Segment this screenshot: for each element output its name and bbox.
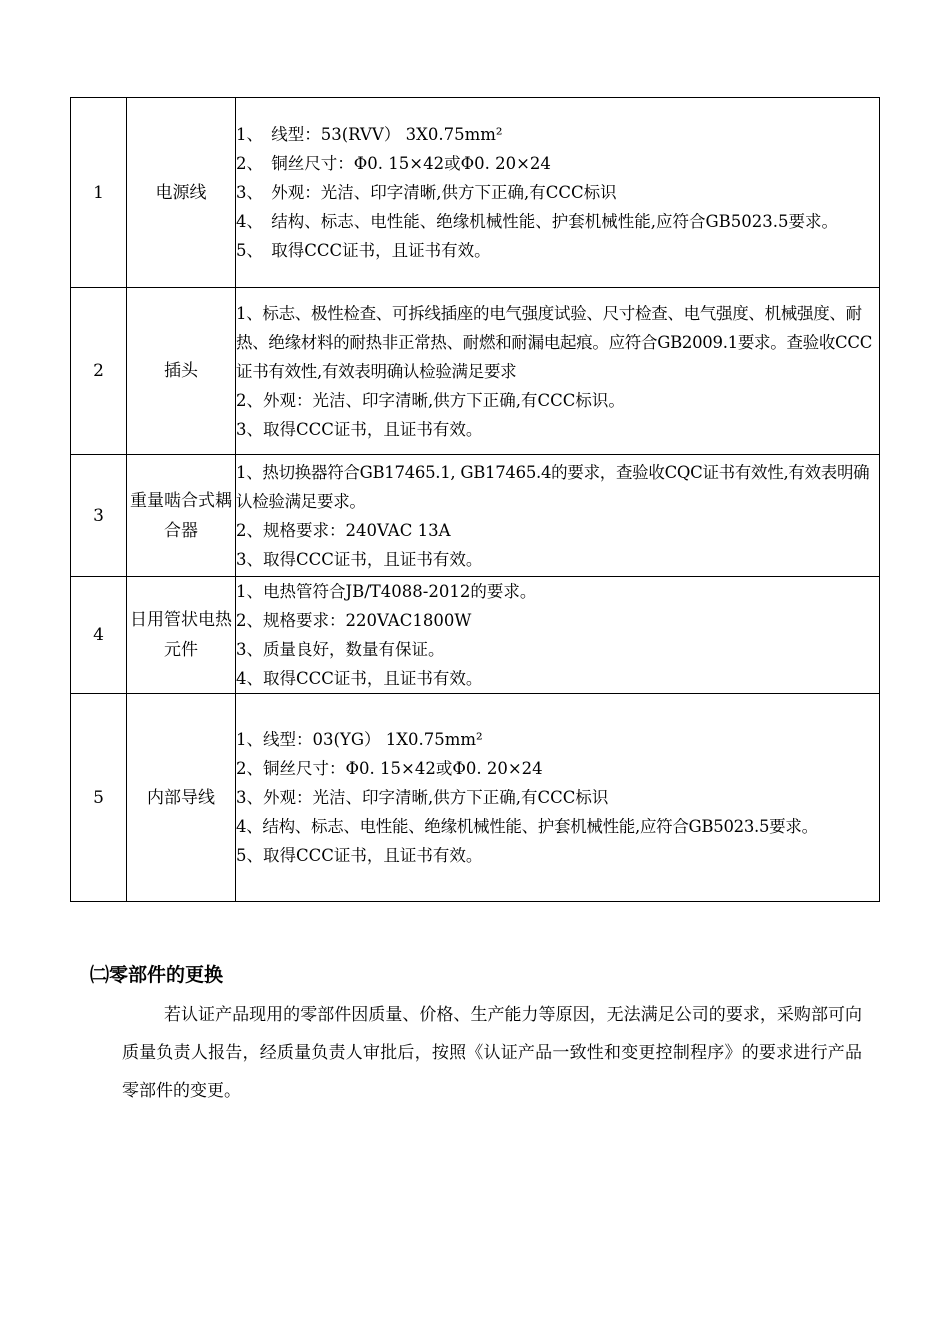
requirement-line: 1、标志、极性检查、可拆线插座的电气强度试验、尺寸检查、电气强度、机械强度、耐热、绝缘材料的耐热非正常热、耐燃和耐漏电起痕。应符合GB2009.1要求。查验收CCC证书有效性,有效表明确认检验满足要求 <box>236 303 873 381</box>
requirement-line: 1、 线型：53(RVV） 3X0.75mm² <box>236 125 503 144</box>
requirement-line: 3、外观：光洁、印字清晰,供方下正确,有CCC标识 <box>236 788 609 807</box>
part-name: 电源线 <box>127 98 236 288</box>
requirements-cell <box>236 98 880 288</box>
row-number: 5 <box>71 694 127 902</box>
part-name: 日用管状电热元件 <box>127 577 236 694</box>
parts-requirements-table <box>70 97 880 902</box>
requirement-line: 2、规格要求：220VAC1800W <box>236 611 472 630</box>
table-row <box>71 98 880 288</box>
table-row <box>71 694 880 902</box>
requirements-cell <box>236 288 880 455</box>
requirements-cell <box>236 455 880 577</box>
requirement-line: 2、外观：光洁、印字清晰,供方下正确,有CCC标识。 <box>236 390 625 410</box>
requirements-cell <box>236 694 880 902</box>
table-row <box>71 577 880 694</box>
requirement-line: 1、线型：03(YG） 1X0.75mm² <box>236 730 483 749</box>
requirement-line: 1、热切换器符合GB17465.1, GB17465.4的要求，查验收CQC证书有效性,有效表明确认检验满足要求。 <box>236 462 870 511</box>
requirement-line: 2、铜丝尺寸：Φ0. 15×42或Φ0. 20×24 <box>236 759 543 778</box>
requirement-line: 5、 取得CCC证书，且证书有效。 <box>236 241 491 260</box>
row-number: 2 <box>71 288 127 455</box>
requirement-line: 5、取得CCC证书，且证书有效。 <box>236 846 483 865</box>
section-body <box>122 996 862 1110</box>
row-number: 3 <box>71 455 127 577</box>
requirement-line: 2、 铜丝尺寸：Φ0. 15×42或Φ0. 20×24 <box>236 154 551 173</box>
requirement-line: 4、结构、标志、电性能、绝缘机械性能、护套机械性能,应符合GB5023.5要求。 <box>236 817 818 836</box>
requirement-line: 2、规格要求：240VAC 13A <box>236 520 451 540</box>
requirement-line: 3、 外观：光洁、印字清晰,供方下正确,有CCC标识 <box>236 183 617 202</box>
section-heading: ㈡零部件的更换 <box>90 964 224 986</box>
part-name: 重量啮合式耦合器 <box>127 455 236 577</box>
requirement-line: 4、 结构、标志、电性能、绝缘机械性能、护套机械性能,应符合GB5023.5要求。 <box>236 212 839 231</box>
requirement-line: 3、取得CCC证书，且证书有效。 <box>236 419 483 439</box>
table-row <box>71 455 880 577</box>
row-number: 4 <box>71 577 127 694</box>
part-name: 内部导线 <box>127 694 236 902</box>
table-row <box>71 288 880 455</box>
row-number: 1 <box>71 98 127 288</box>
requirements-cell <box>236 577 880 694</box>
body-paragraph: 若认证产品现用的零部件因质量、价格、生产能力等原因，无法满足公司的要求，采购部可向质量负责人报告，经质量负责人审批后，按照《认证产品一致性和变更控制程序》的要求进行产品零部件的变更。 <box>122 1005 862 1101</box>
part-name: 插头 <box>127 288 236 455</box>
requirement-line: 4、取得CCC证书，且证书有效。 <box>236 669 483 688</box>
requirement-line: 3、取得CCC证书，且证书有效。 <box>236 549 483 569</box>
requirement-line: 3、质量良好，数量有保证。 <box>236 640 445 659</box>
requirement-line: 1、电热管符合JB/T4088-2012的要求。 <box>236 582 537 601</box>
